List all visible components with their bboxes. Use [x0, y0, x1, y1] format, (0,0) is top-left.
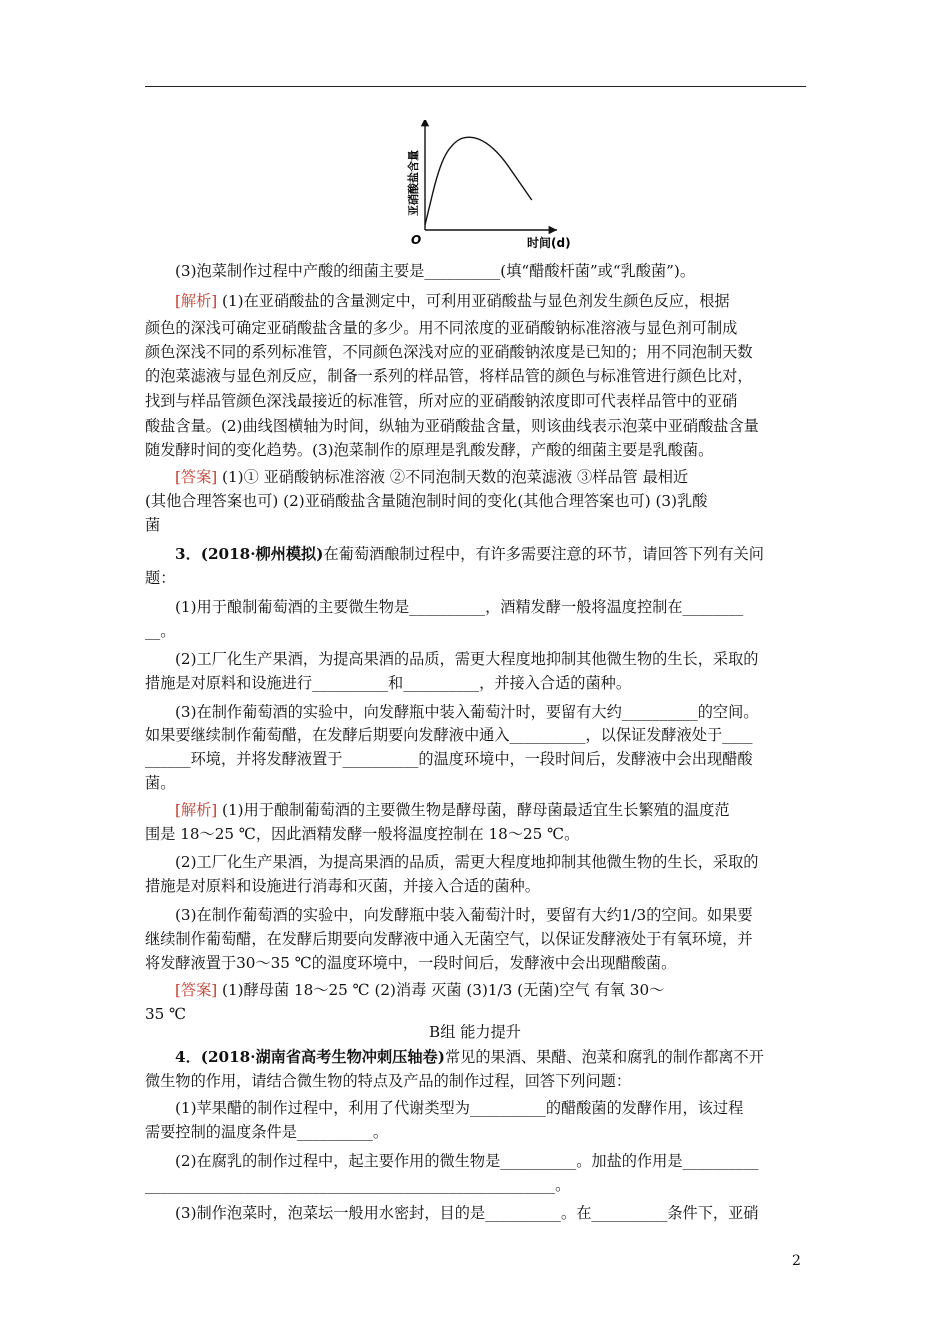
text-line: [145, 568, 175, 588]
text-line: [145, 824, 579, 844]
text-segment: (3)泡菜制作过程中产酸的细菌主要是__________(填“醋酸杆菌”或“乳酸菌”)。: [175, 262, 696, 280]
text-segment: (3)制作泡菜时，泡菜坛一般用水密封，目的是__________。在__________条件下，亚硝: [175, 1204, 759, 1222]
y-axis-label: 亚硝酸盐含量: [407, 150, 420, 216]
nitrite-chart: [0, 120, 950, 380]
text-segment: (1)① 亚硝酸钠标准溶液 ②不同泡制天数的泡菜滤液 ③样品管 最相近: [217, 468, 689, 486]
text-line: [145, 929, 753, 949]
text-segment: 微生物的作用，请结合微生物的特点及产品的制作过程，回答下列问题：: [145, 1072, 631, 1090]
text-segment: (2)工厂化生产果酒，为提高果酒的品质，需更大程度地抑制其他微生物的生长，采取的: [175, 853, 759, 871]
text-segment: (1)用于酿制葡萄酒的主要微生物是__________，酒精发酵一般将温度控制在________: [175, 598, 744, 616]
text-line: [145, 1004, 186, 1024]
text-segment: __。: [145, 622, 176, 640]
text-line: [175, 905, 753, 925]
text-segment: 菌: [145, 516, 161, 534]
text-line: [145, 440, 713, 460]
text-line: [175, 980, 664, 1000]
text-segment: 随发酵时间的变化趋势。(3)泡菜制作的原理是乳酸发酵，产酸的细菌主要是乳酸菌。: [145, 441, 714, 459]
text-line: [145, 1071, 631, 1091]
text-segment: 继续制作葡萄醋，在发酵后期要向发酵液中通入无菌空气，以保证发酵液处于有氧环境，并: [145, 930, 753, 948]
label-tag: [答案]: [175, 468, 218, 486]
text-segment: (1)酵母菌 18～25 ℃ (2)消毒 灭菌 (3)1/3 (无菌)空气 有氧 30～: [217, 981, 665, 999]
text-segment: 需要控制的温度条件是__________。: [145, 1123, 388, 1141]
text-segment: 的泡菜滤液与显色剂反应，制备一系列的样品管，将样品管的颜色与标准管进行颜色比对，: [145, 367, 753, 385]
text-segment: 颜色的深浅可确定亚硝酸盐含量的多少。用不同浓度的亚硝酸钠标准溶液与显色剂可制成: [145, 319, 738, 337]
text-segment: 在葡萄酒酿制过程中，有许多需要注意的环节，请回答下列有关问: [323, 545, 764, 563]
text-line: [145, 1122, 388, 1142]
text-line: [175, 291, 730, 311]
text-line: [145, 391, 737, 411]
text-segment: (1)苹果醋的制作过程中，利用了代谢类型为__________的醋酸菌的发酵作用，该过程: [175, 1099, 744, 1117]
text-line: [145, 673, 631, 693]
header-rule: [145, 86, 806, 87]
text-line: [145, 416, 759, 436]
text-segment: ______环境，并将发酵液置于__________的温度环境中，一段时间后，发酵液中会出现醋酸: [145, 750, 753, 768]
origin-label: O: [411, 233, 422, 247]
nitrite-curve: [425, 137, 532, 225]
text-segment: B组 能力提升: [429, 1023, 521, 1041]
text-line: [145, 491, 707, 511]
text-segment: (1)在亚硝酸盐的含量测定中，可利用亚硝酸盐与显色剂发生颜色反应，根据: [217, 292, 730, 310]
text-line: [145, 342, 753, 362]
text-line: [175, 1047, 764, 1067]
label-tag: [解析]: [175, 292, 218, 310]
text-segment: 如果要继续制作葡萄醋，在发酵后期要向发酵液中通入__________，以保证发酵液处于____: [145, 726, 753, 744]
text-line: [175, 702, 758, 722]
text-line: [145, 621, 175, 641]
section-title: [0, 1022, 950, 1042]
label-tag: [答案]: [175, 981, 218, 999]
text-segment: 将发酵液置于30～35 ℃的温度环境中，一段时间后，发酵液中会出现醋酸菌。: [145, 954, 677, 972]
text-segment: 题：: [145, 569, 176, 587]
question-source: 4．(2018·湖南省高考生物冲刺压轴卷): [175, 1048, 445, 1066]
text-line: [175, 1151, 758, 1171]
text-line: [175, 467, 688, 487]
label-tag: [解析]: [175, 801, 218, 819]
text-line: [145, 773, 175, 793]
text-line: [175, 649, 758, 669]
text-line: [145, 515, 160, 535]
text-line: [145, 318, 737, 338]
text-segment: (2)工厂化生产果酒，为提高果酒的品质，需更大程度地抑制其他微生物的生长，采取的: [175, 650, 759, 668]
text-segment: 常见的果酒、果醋、泡菜和腐乳的制作都离不开: [444, 1048, 764, 1066]
text-segment: (3)在制作葡萄酒的实验中，向发酵瓶中装入葡萄汁时，要留有大约__________的空间。: [175, 703, 759, 721]
text-segment: 菌。: [145, 774, 176, 792]
text-line: [145, 1175, 570, 1195]
x-axis-label: 时间(d): [527, 236, 571, 250]
text-segment: 措施是对原料和设施进行消毒和灭菌，并接入合适的菌种。: [145, 877, 540, 895]
page-number: 2: [792, 1253, 801, 1269]
text-line: [145, 725, 753, 745]
text-line: [175, 852, 758, 872]
text-segment: (其他合理答案也可) (2)亚硝酸盐含量随泡制时间的变化(其他合理答案也可) (3)乳酸: [145, 492, 708, 510]
text-segment: (2)在腐乳的制作过程中，起主要作用的微生物是__________。加盐的作用是__________: [175, 1152, 759, 1170]
text-segment: (1)用于酿制葡萄酒的主要微生物是酵母菌，酵母菌最适宜生长繁殖的温度范: [217, 801, 730, 819]
text-line: [145, 749, 753, 769]
text-segment: 围是 18～25 ℃，因此酒精发酵一般将温度控制在 18～25 ℃。: [145, 825, 580, 843]
text-segment: 颜色深浅不同的系列标准管，不同颜色深浅对应的亚硝酸钠浓度是已知的；用不同泡制天数: [145, 343, 753, 361]
text-line: [145, 876, 540, 896]
text-segment: (3)在制作葡萄酒的实验中，向发酵瓶中装入葡萄汁时，要留有大约1/3的空间。如果要: [175, 906, 753, 924]
text-line: [175, 800, 730, 820]
text-segment: 措施是对原料和设施进行__________和__________，并接入合适的菌种。: [145, 674, 631, 692]
text-line: [175, 261, 695, 281]
text-line: [145, 366, 753, 386]
text-segment: ______________________________________________________。: [145, 1176, 571, 1194]
text-line: [175, 1098, 743, 1118]
text-segment: 酸盐含量。(2)曲线图横轴为时间，纵轴为亚硝酸盐含量，则该曲线表示泡菜中亚硝酸盐含量: [145, 417, 759, 435]
text-segment: 35 ℃: [145, 1005, 187, 1023]
text-line: [175, 597, 743, 617]
text-segment: 找到与样品管颜色深浅最接近的标准管，所对应的亚硝酸钠浓度即可代表样品管中的亚硝: [145, 392, 738, 410]
text-line: [145, 953, 676, 973]
text-line: [175, 1203, 758, 1223]
question-source: 3．(2018·柳州模拟): [175, 545, 324, 563]
text-line: [175, 544, 764, 564]
